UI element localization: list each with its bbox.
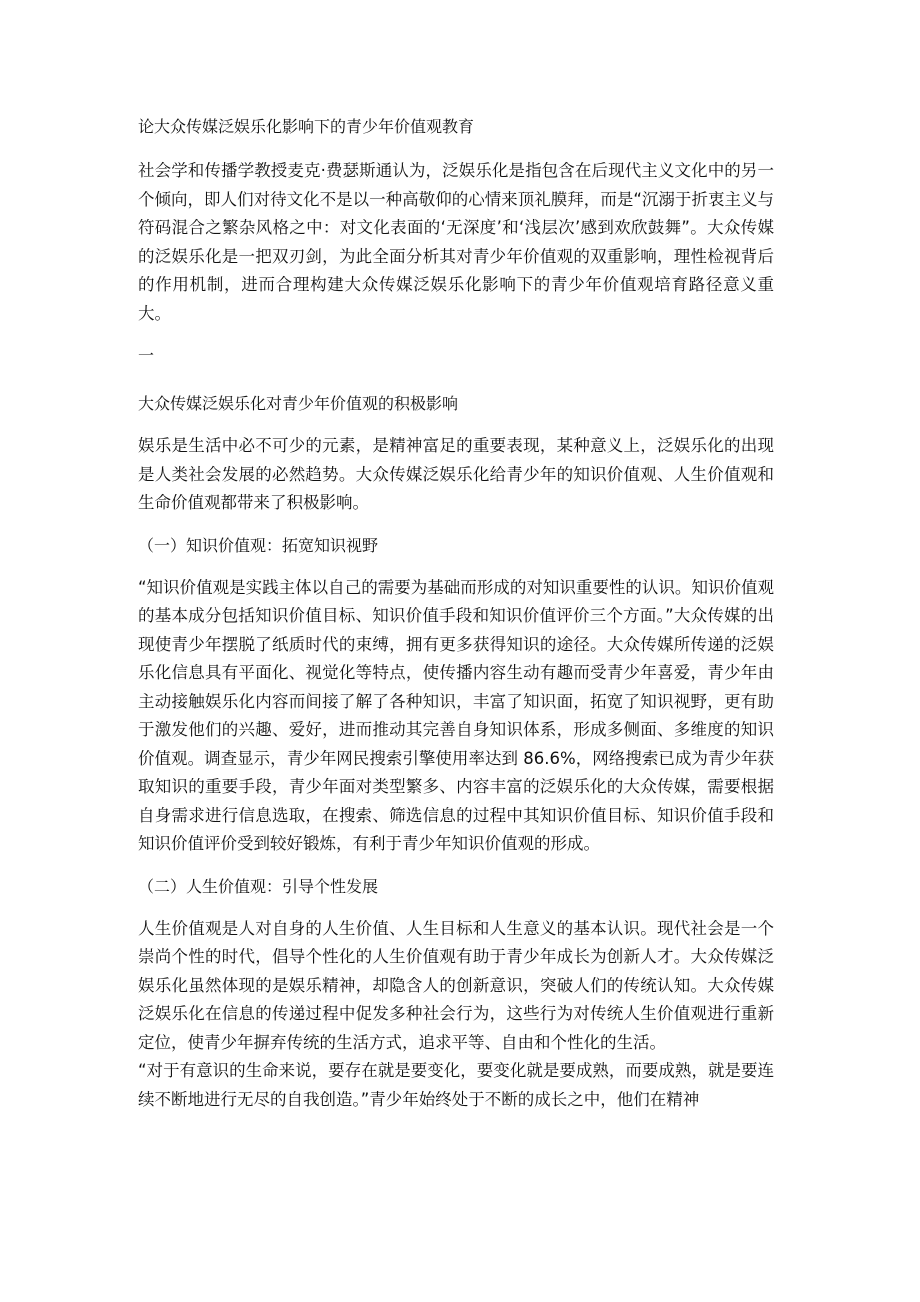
section-intro-paragraph: 娱乐是生活中必不可少的元素，是精神富足的重要表现，某种意义上，泛娱乐化的出现是人类社会发展的必然趋势。大众传媒泛娱乐化给青少年的知识价值观、人生价值观和生命价值观都带来了积极影响。 (138, 436, 774, 512)
section-heading: 大众传媒泛娱乐化对青少年价值观的积极影响 (138, 394, 459, 413)
subsection-1-heading: （一）知识价值观：拓宽知识视野 (138, 535, 379, 555)
section-number: 一 (138, 346, 155, 365)
document-page (138, 113, 774, 1114)
document-title: 论大众传媒泛娱乐化影响下的青少年价值观教育 (138, 117, 475, 136)
intro-paragraph: 社会学和传播学教授麦克·费瑟斯通认为，泛娱乐化是指包含在后现代主义文化中的另一个倾向，即人们对待文化不是以一种高敬仰的心情来顶礼膜拜，而是“沉溺于折衷主义与符码混合之繁杂风格之中：对文化表面的‘无深度’和‘浅层次’感到欢欣鼓舞”。大众传媒的泛娱乐化是一把双刃剑，为此全面分析其对青少年价值观的双重影响，理性检视背后的作用机制，进而合理构建大众传媒泛娱乐化影响下的青少年价值观培育路径意义重大。 (138, 161, 774, 323)
subsection-2-paragraph-2: “对于有意识的生命来说，要存在就是要变化，要变化就是要成熟，而要成熟，就是要连续不断地进行无尽的自我创造。”青少年始终处于不断的成长之中，他们在精神 (138, 1061, 774, 1109)
subsection-2-paragraph-1: 人生价值观是人对自身的人生价值、人生目标和人生意义的基本认识。现代社会是一个崇尚个性的时代，倡导个性化的人生价值观有助于青少年成长为创新人才。大众传媒泛娱乐化虽然体现的是娱乐精神，却隐含人的创新意识，突破人们的传统认知。大众传媒泛娱乐化在信息的传递过程中促发多种社会行为，这些行为对传统人生价值观进行重新定位，使青少年摒弃传统的生活方式，追求平等、自由和个性化的生活。 (138, 918, 774, 1052)
subsection-1-paragraph: “知识价值观是实践主体以自己的需要为基础而形成的对知识重要性的认识。知识价值观的基本成分包括知识价值目标、知识价值手段和知识价值评价三个方面。”大众传媒的出现使青少年摆脱了纸质时代的束缚，拥有更多获得知识的途径。大众传媒所传递的泛娱乐化信息具有平面化、视觉化等特点，使传播内容生动有趣而受青少年喜爱，青少年由主动接触娱乐化内容而间接了解了各种知识，丰富了知识面，拓宽了知识视野，更有助于激发他们的兴趣、爱好，进而推动其完善自身知识体系，形成多侧面、多维度的知识价值观。调查显示，青少年网民搜索引擎使用率达到 86.6%，网络搜索已成为青少年获取知识的重要手段，青少年面对类型繁多、内容丰富的泛娱乐化的大众传媒，需要根据自身需求进行信息选取，在搜索、筛选信息的过程中其知识价值目标、知识价值手段和知识价值评价受到较好锻炼，有利于青少年知识价值观的形成。 (138, 577, 774, 853)
subsection-2-heading: （二）人生价值观：引导个性发展 (138, 876, 379, 896)
